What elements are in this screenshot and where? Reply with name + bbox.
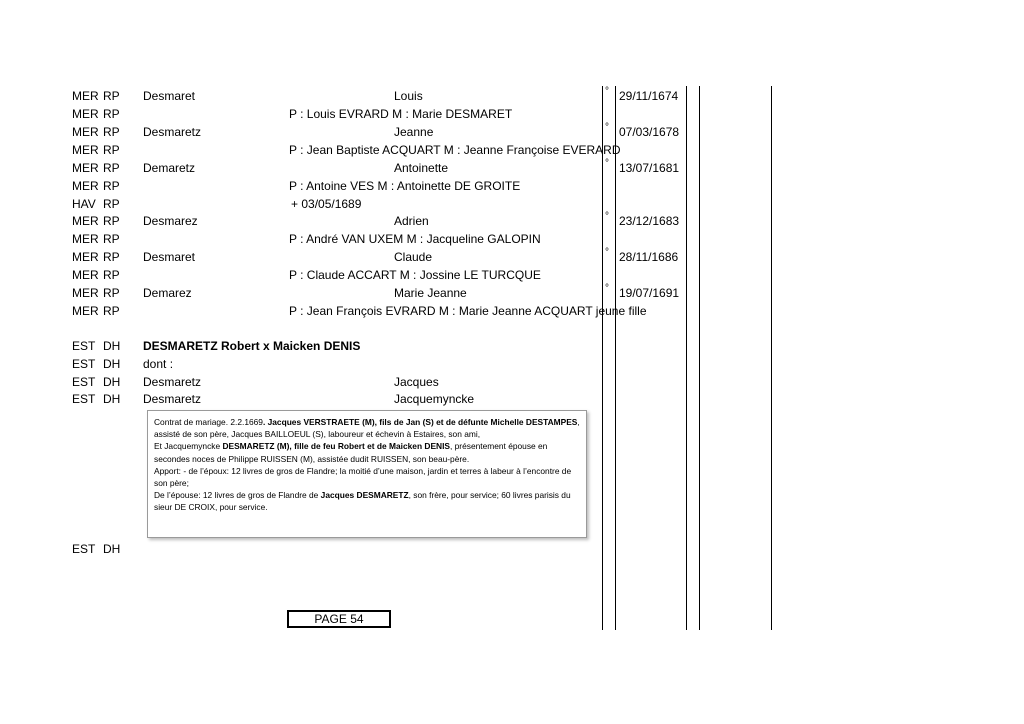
event-date: 29/11/1674 bbox=[619, 89, 679, 103]
note-text: , son frère, pour service; 60 livres parisis du sieur DE CROIX, pour service. bbox=[154, 490, 571, 513]
note-text-bold: Jacques DESMARETZ bbox=[320, 490, 409, 501]
birth-mark: ° bbox=[605, 122, 609, 133]
parish-code: MER bbox=[72, 232, 99, 246]
record-detail: P : Claude ACCART M : Jossine LE TURCQUE bbox=[289, 268, 541, 282]
record-row bbox=[0, 390, 1024, 408]
event-date: 23/12/1683 bbox=[619, 214, 680, 228]
record-type: RP bbox=[103, 125, 120, 139]
note-text: , présentement épouse en secondes noces de Philippe RUISSEN (M), assistée dudit RUISSEN, son beau-père. bbox=[154, 441, 548, 464]
record-row bbox=[0, 337, 1024, 355]
note-paragraph bbox=[154, 489, 580, 513]
record-type: RP bbox=[103, 179, 120, 193]
note-text: . Jacques VERSTRAETE (M), fils de bbox=[262, 417, 406, 427]
record-type: RP bbox=[103, 143, 120, 157]
surname: Desmaretz bbox=[143, 375, 202, 389]
record-type: DH bbox=[103, 339, 121, 353]
parish-code: MER bbox=[72, 107, 99, 121]
surname: Demaretz bbox=[143, 161, 196, 175]
surname: Desmarez bbox=[143, 214, 198, 228]
parish-code: MER bbox=[72, 161, 99, 175]
parish-code: MER bbox=[72, 143, 99, 157]
surname: Demarez bbox=[143, 286, 192, 300]
birth-mark: ° bbox=[605, 247, 609, 258]
event-date: 13/07/1681 bbox=[619, 161, 680, 175]
birth-mark: ° bbox=[605, 86, 609, 97]
surname: Desmaretz bbox=[143, 125, 202, 139]
parish-code: MER bbox=[72, 250, 99, 264]
surname: Desmaret bbox=[143, 89, 196, 103]
record-type: RP bbox=[103, 89, 120, 103]
page-number: PAGE 54 bbox=[287, 610, 391, 628]
record-type: DH bbox=[103, 375, 121, 389]
first-name: Claude bbox=[394, 250, 433, 264]
record-detail: P : Jean Baptiste ACQUART M : Jeanne Françoise EVERARD bbox=[289, 143, 621, 157]
record-type: RP bbox=[103, 232, 120, 246]
parish-code: EST bbox=[72, 339, 96, 353]
surname: Desmaret bbox=[143, 250, 196, 264]
record-row bbox=[0, 141, 1024, 159]
parish-code: MER bbox=[72, 214, 99, 228]
record-type: DH bbox=[103, 542, 121, 556]
note-text-bold: Jan (S) et de défunte Michelle DESTAMPES bbox=[405, 417, 578, 427]
parish-code: MER bbox=[72, 125, 99, 139]
event-date: 07/03/1678 bbox=[619, 125, 680, 139]
note-paragraph bbox=[154, 440, 580, 464]
record-row bbox=[0, 266, 1024, 284]
record-type: DH bbox=[103, 392, 121, 406]
death-detail: + 03/05/1689 bbox=[291, 197, 362, 211]
parish-code: MER bbox=[72, 179, 99, 193]
parish-code: MER bbox=[72, 89, 99, 103]
birth-mark: ° bbox=[605, 158, 609, 169]
record-type: RP bbox=[103, 197, 120, 211]
record-row bbox=[0, 159, 1024, 177]
record-detail: P : Antoine VES M : Antoinette DE GROITE bbox=[289, 179, 521, 193]
note-paragraph bbox=[154, 465, 580, 489]
surname: Desmaretz bbox=[143, 392, 202, 406]
record-type: RP bbox=[103, 161, 120, 175]
event-date: 19/07/1691 bbox=[619, 286, 680, 300]
marriage-contract-note bbox=[147, 410, 587, 538]
record-row bbox=[0, 355, 1024, 373]
family-heading: DESMARETZ Robert x Maicken DENIS bbox=[143, 339, 361, 353]
record-row bbox=[0, 105, 1024, 123]
note-text: Contrat de mariage. 2.2.1669 bbox=[154, 417, 263, 427]
children-label: dont : bbox=[143, 357, 174, 371]
parish-code: MER bbox=[72, 304, 99, 318]
first-name: Louis bbox=[394, 89, 423, 103]
record-row bbox=[0, 302, 1024, 320]
record-row bbox=[0, 230, 1024, 248]
record-type: RP bbox=[103, 268, 120, 282]
first-name: Jacquemyncke bbox=[394, 392, 475, 406]
note-text: De l’épouse: 12 livres de gros de Flandre de bbox=[154, 490, 321, 501]
event-date: 28/11/1686 bbox=[619, 250, 679, 264]
first-name: Jeanne bbox=[394, 125, 434, 139]
parish-code: EST bbox=[72, 357, 96, 371]
record-detail: P : André VAN UXEM M : Jacqueline GALOPIN bbox=[289, 232, 541, 246]
first-name: Adrien bbox=[394, 214, 429, 228]
record-row bbox=[0, 540, 1024, 558]
first-name: Marie Jeanne bbox=[394, 286, 467, 300]
record-type: RP bbox=[103, 250, 120, 264]
birth-mark: ° bbox=[605, 283, 609, 294]
record-row bbox=[0, 87, 1024, 105]
parish-code: MER bbox=[72, 268, 99, 282]
first-name: Jacques bbox=[394, 375, 439, 389]
record-row bbox=[0, 373, 1024, 391]
record-row bbox=[0, 248, 1024, 266]
first-name: Antoinette bbox=[394, 161, 449, 175]
record-type: DH bbox=[103, 357, 121, 371]
note-text-bold: DESMARETZ (M), fille de feu Robert et de Maicken DENIS bbox=[222, 441, 450, 452]
record-row bbox=[0, 195, 1024, 213]
parish-code: EST bbox=[72, 375, 96, 389]
record-type: RP bbox=[103, 286, 120, 300]
record-row bbox=[0, 123, 1024, 141]
parish-code: MER bbox=[72, 286, 99, 300]
note-text: , assisté de son père, Jacques BAILLOEUL (S), laboureur et échevin à Estaires, son ami, bbox=[154, 417, 580, 440]
record-type: RP bbox=[103, 214, 120, 228]
record-detail: P : Louis EVRARD M : Marie DESMARET bbox=[289, 107, 513, 121]
record-row bbox=[0, 212, 1024, 230]
note-text: Et Jacquemyncke bbox=[154, 441, 223, 452]
record-row bbox=[0, 177, 1024, 195]
parish-code: EST bbox=[72, 542, 96, 556]
record-row bbox=[0, 284, 1024, 302]
record-type: RP bbox=[103, 107, 120, 121]
note-paragraph bbox=[154, 416, 580, 440]
parish-code: HAV bbox=[72, 197, 96, 211]
parish-code: EST bbox=[72, 392, 96, 406]
record-type: RP bbox=[103, 304, 120, 318]
note-text: Apport: - de l’époux: 12 livres de gros de Flandre; la moitié d’une maison, jardin et terres à labeur à l’encontre de son père; bbox=[154, 465, 572, 489]
birth-mark: ° bbox=[605, 211, 609, 222]
record-detail: P : Jean François EVRARD M : Marie Jeanne ACQUART jeune fille bbox=[289, 304, 647, 318]
